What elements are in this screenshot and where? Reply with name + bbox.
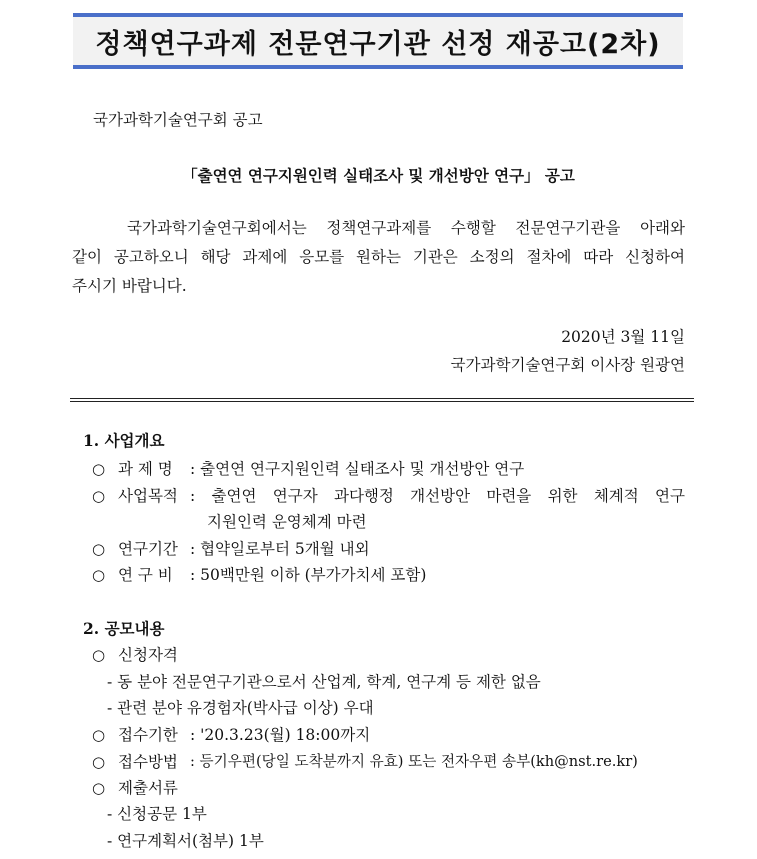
documents-sub-1: - 신청공문 1부	[107, 805, 207, 823]
document-title: 정책연구과제 전문연구기관 선정 재공고(2차)	[95, 28, 661, 60]
item-label-project-name: 과 제 명	[118, 460, 173, 478]
item-label-period: 연구기간	[118, 540, 178, 558]
item-value-period: : 협약일로부터 5개월 내외	[190, 540, 370, 558]
bullet-circle-icon: ○	[92, 487, 106, 505]
section1-heading: 1. 사업개요	[83, 431, 165, 450]
documents-sub-2: - 연구계획서(첨부) 1부	[107, 832, 264, 850]
item-label-deadline: 접수기한	[118, 726, 178, 744]
bullet-circle-icon: ○	[92, 646, 106, 664]
item-label-qualification: 신청자격	[118, 646, 178, 664]
bullet-circle-icon: ○	[92, 726, 106, 744]
notice-heading: 「출연연 연구지원인력 실태조사 및 개선방안 연구」 공고	[182, 166, 575, 185]
intro-line-3: 주시기 바랍니다.	[72, 277, 187, 295]
item-label-purpose: 사업목적	[118, 487, 178, 505]
intro-line-2: 같이 공고하오니 해당 과제에 응모를 원하는 기관은 소정의 절차에 따라 신청하여	[72, 248, 685, 266]
bullet-circle-icon: ○	[92, 460, 106, 478]
item-value-budget: : 50백만원 이하 (부가가치세 포함)	[190, 566, 427, 584]
qualification-sub-1: - 동 분야 전문연구기관으로서 산업계, 학계, 연구계 등 제한 없음	[107, 673, 541, 691]
title-banner	[73, 13, 683, 69]
item-label-documents: 제출서류	[118, 779, 178, 797]
section2-heading: 2. 공모내용	[83, 619, 165, 638]
issuer-notice: 국가과학기술연구회 공고	[93, 111, 263, 129]
item-value-purpose: : 출연연 연구자 과다행정 개선방안 마련을 위한 체계적 연구	[190, 487, 685, 505]
item-value-purpose-cont: 지원인력 운영체계 마련	[207, 513, 367, 531]
divider-top	[70, 398, 694, 399]
item-label-method: 접수방법	[118, 753, 178, 771]
intro-line-1: 국가과학기술연구회에서는 정책연구과제를 수행할 전문연구기관을 아래와	[127, 219, 685, 237]
item-value-method: : 등기우편(당일 도착분까지 유효) 또는 전자우편 송부(kh@nst.re.kr)	[190, 753, 638, 770]
signatory: 국가과학기술연구회 이사장 원광연	[450, 356, 685, 374]
bullet-circle-icon: ○	[92, 540, 106, 558]
item-value-project-name: : 출연연 연구지원인력 실태조사 및 개선방안 연구	[190, 460, 525, 478]
divider-bottom	[70, 401, 694, 402]
bullet-circle-icon: ○	[92, 779, 106, 797]
item-label-budget: 연 구 비	[118, 566, 173, 584]
qualification-sub-2: - 관련 분야 유경험자(박사급 이상) 우대	[107, 699, 374, 717]
bullet-circle-icon: ○	[92, 566, 106, 584]
item-value-deadline: : '20.3.23(월) 18:00까지	[190, 726, 371, 744]
notice-date: 2020년 3월 11일	[561, 328, 685, 346]
bullet-circle-icon: ○	[92, 753, 106, 771]
